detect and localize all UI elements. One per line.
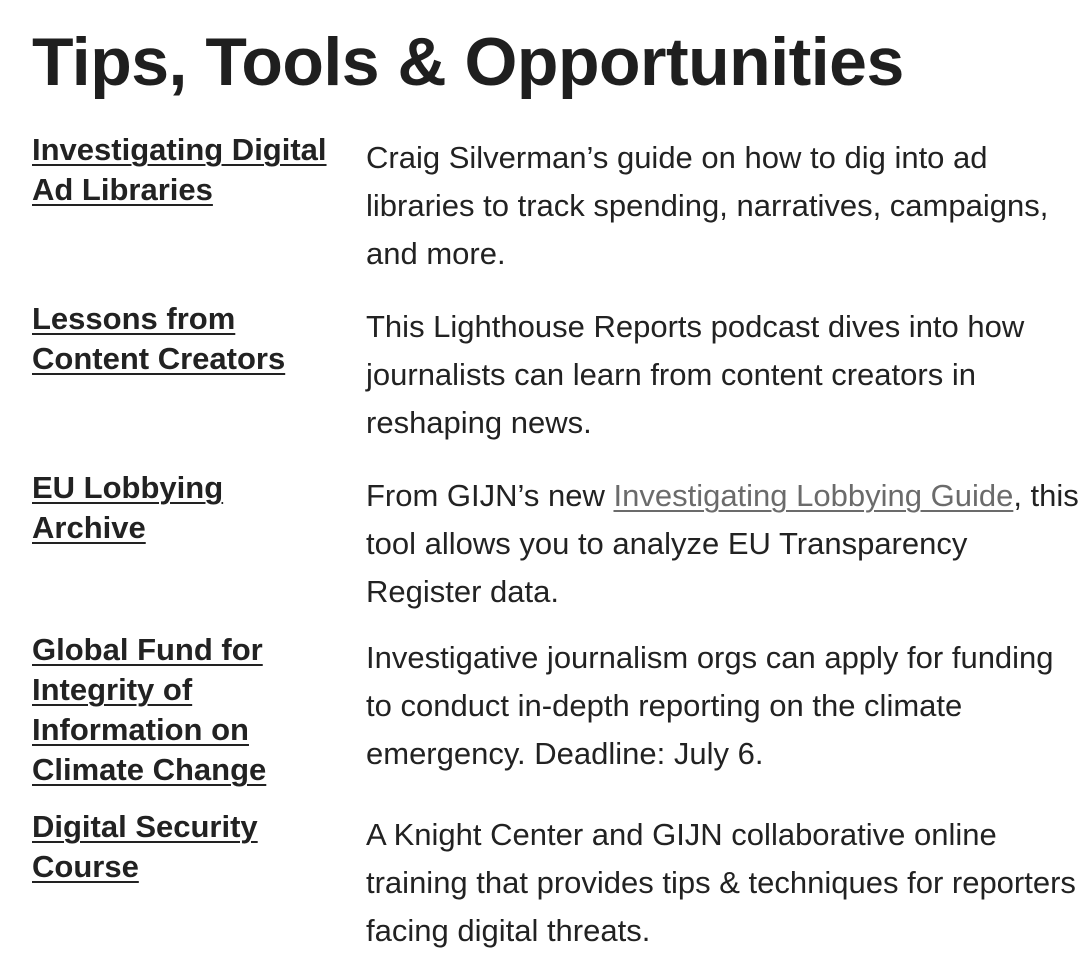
item-link-eu-lobbying-archive[interactable]: EU Lobbying Archive [32,470,224,545]
item-link-content-creators[interactable]: Lessons from Content Creators [32,301,286,376]
item-description [366,472,1082,616]
section-title: Tips, Tools & Opportunities [32,24,904,100]
description-text: , this tool allows you to analyze EU Transparency Register data. [366,478,1079,609]
description-text: From GIJN’s new [366,478,614,513]
item-description: This Lighthouse Reports podcast dives into how journalists can learn from content creators in reshaping news. [366,309,1025,440]
item-link-global-fund-climate[interactable]: Global Fund for Integrity of Information on Climate Change [32,632,267,787]
item-link-digital-ad-libraries[interactable]: Investigating Digital Ad Libraries [32,132,327,207]
item-description: Craig Silverman’s guide on how to dig into ad libraries to track spending, narratives, campaigns, and more. [366,140,1049,271]
item-description: Investigative journalism orgs can apply for funding to conduct in-depth reporting on the climate emergency. Deadline: July 6. [366,640,1054,771]
item-link-digital-security-course[interactable]: Digital Security Course [32,809,258,884]
investigating-lobbying-guide-link[interactable]: Investigating Lobbying Guide [613,478,1014,513]
item-description: A Knight Center and GIJN collaborative online training that provides tips & techniques for reporters facing digital threats. [366,817,1076,948]
